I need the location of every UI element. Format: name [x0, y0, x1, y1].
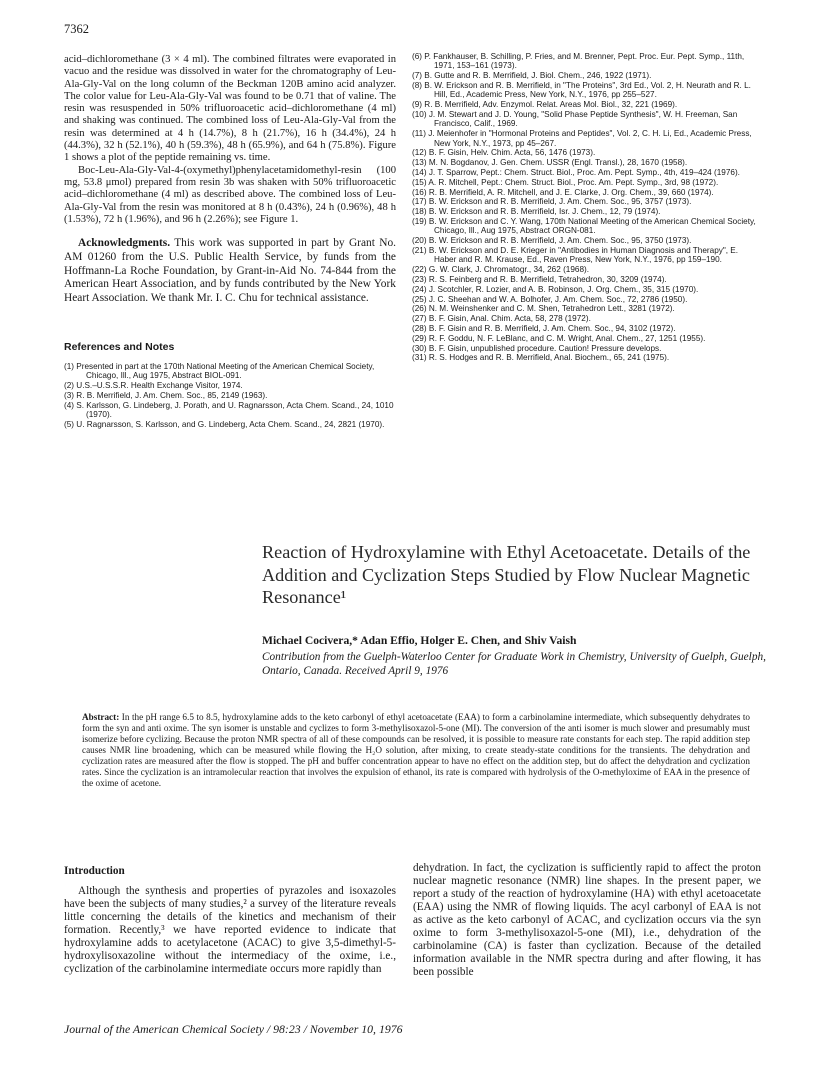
reference-item: (14) J. T. Sparrow, Pept.: Chem. Struct. Biol., Proc. Am. Pept. Symp., 4th, 419–424 (1976).	[412, 168, 740, 177]
reference-item: (11) J. Meienhofer in "Hormonal Proteins and Peptides", Vol. 2, C. H. Li, Ed., Academic Press, New York, N.Y., 1973, pp 45–267.	[412, 129, 752, 148]
acknowledgments-paragraph	[64, 237, 396, 306]
reference-item: (19) B. W. Erickson and C. Y. Wang, 170th National Meeting of the American Chemical Society, Chicago, Ill., Aug 1975, Abstract ORGN-081.	[412, 216, 756, 236]
reference-item: (7) B. Gutte and R. B. Merrifield, J. Biol. Chem., 246, 1922 (1971).	[412, 71, 652, 81]
reference-item: (20) B. W. Erickson and R. B. Merrifield, J. Am. Chem. Soc., 95, 3750 (1973).	[412, 236, 692, 246]
introduction-heading: Introduction	[64, 865, 125, 877]
left-column	[64, 54, 396, 226]
introduction-paragraph-right: dehydration. In fact, the cyclization is sufficiently rapid to affect the proton nuclear magnetic resonance (NMR) line shapes. In the present paper, we report a study of the reaction of hydroxylamine (HA) with ethyl acetoacetate (EAA) using the NMR of flowing liquids. The acyl carbonyl of EAA is not as active as the keto carbonyl of ACAC, and cyclization occurs via the syn oxime to form 3-methylisoxazol-5-one (MI), i.e., dehydration of the carbinolamine (CA) is faster than cyclization. Because of the detailed information available in the NMR spectra during and after flowing, it has been possible	[413, 862, 761, 979]
reference-item: (27) B. F. Gisin, Anal. Chim. Acta, 58, 278 (1972).	[412, 314, 591, 324]
reference-item: (10) J. M. Stewart and J. D. Young, "Solid Phase Peptide Synthesis", W. H. Freeman, San Francisco, Calif., 1969.	[412, 110, 738, 129]
reference-item: (13) M. N. Bogdanov, J. Gen. Chem. USSR (Engl. Transl.), 28, 1670 (1958).	[412, 158, 688, 168]
reference-item: (2) U.S.–U.S.S.R. Health Exchange Visitor, 1974.	[64, 381, 243, 391]
reference-item: (30) B. F. Gisin, unpublished procedure. Caution! Pressure develops.	[412, 343, 662, 353]
reference-item: (8) B. W. Erickson and R. B. Merrifield, in "The Proteins", 3rd Ed., Vol. 2, H. Neurath and R. L. Hill, Ed., Academic Press, New York, N.Y., 1976, pp 255–527.	[412, 81, 751, 100]
reference-item: (18) B. W. Erickson and R. B. Merrifield, Isr. J. Chem., 12, 79 (1974).	[412, 207, 661, 217]
page-number: 7362	[64, 22, 89, 36]
reference-item: (9) R. B. Merrifield, Adv. Enzymol. Relat. Areas Mol. Biol., 32, 221 (1969).	[412, 100, 678, 110]
reference-item: (28) B. F. Gisin and R. B. Merrifield, J. Am. Chem. Soc., 94, 3102 (1972).	[412, 323, 676, 333]
reference-item: (12) B. F. Gisin, Helv. Chim. Acta, 56, 1476 (1973).	[412, 148, 596, 158]
references-heading: References and Notes	[64, 341, 175, 353]
abstract	[82, 712, 750, 789]
reference-item: (31) R. S. Hodges and R. B. Merrifield, Anal. Biochem., 65, 241 (1975).	[412, 353, 670, 363]
acknowledgments-heading: Acknowledgments.	[78, 237, 171, 249]
reference-item: (23) R. S. Feinberg and R. B. Merrifield, Tetrahedron, 30, 3209 (1974).	[412, 274, 667, 284]
reference-item: (25) J. C. Sheehan and W. A. Bolhofer, J. Am. Chem. Soc., 72, 2786 (1950).	[412, 294, 688, 304]
journal-footer: Journal of the American Chemical Society / 98:23 / November 10, 1976	[64, 1022, 403, 1036]
reference-item: (3) R. B. Merrifield, J. Am. Chem. Soc., 85, 2149 (1963).	[64, 391, 268, 400]
reference-item: (5) U. Ragnarsson, S. Karlsson, and G. Lindeberg, Acta Chem. Scand., 24, 2821 (1970).	[64, 420, 385, 429]
body-paragraph: Boc-Leu-Ala-Gly-Val-4-(oxymethyl)phenylacetamidomethyl-resin (100 mg, 53.8 μmol) prepared from resin 3b was shaken with 50% trifluoroacetic acid–dichloromethane (4 ml) as described above. The combined loss of Leu-Ala-Gly-Val from the resin was monitored at 8 h (0.43%), 24 h (0.96%), 48 h (1.53%), 72 h (1.96%), and 96 h (2.26%); see Figure 1.	[64, 164, 396, 225]
reference-item: (6) P. Fankhauser, B. Schilling, P. Fries, and M. Brenner, Pept. Proc. Eur. Pept. Symp., 11th, 1971, 153–161 (1973).	[412, 52, 745, 71]
reference-item: (16) R. B. Merrifield, A. R. Mitchell, and J. E. Clarke, J. Org. Chem., 39, 660 (1974).	[412, 187, 714, 197]
acknowledgments-text: This work was supported in part by Grant No. AM 01260 from the U.S. Public Health Service, by funds from the Hoffmann-La Roche Foundation, by Grant-in-Aid No. 74-844 from the American Heart Association, and by funds contributed by the New York Heart Association. We thank Mr. I. C. Chu for technical assistance.	[64, 237, 396, 305]
reference-item: (26) N. M. Weinshenker and C. M. Shen, Tetrahedron Lett., 3281 (1972).	[412, 304, 675, 314]
article-affiliation: Contribution from the Guelph-Waterloo Center for Graduate Work in Chemistry, University of Guelph, Guelph, Ontario, Canada. Received April 9, 1976	[262, 651, 766, 677]
abstract-label: Abstract:	[82, 712, 120, 722]
reference-item: (21) B. W. Erickson and D. E. Krieger in "Antibodies in Human Diagnosis and Therapy", E. Haber and R. M. Krause, Ed., Raven Press, New York, N.Y., 1976, pp 159–190.	[412, 245, 739, 265]
reference-item: (17) B. W. Erickson and R. B. Merrifield, J. Am. Chem. Soc., 95, 3757 (1973).	[412, 197, 692, 207]
introduction-paragraph-left: Although the synthesis and properties of pyrazoles and isoxazoles have been the subjects of many studies,² a survey of the literature reveals little concerning the details of the kinetics and mechanism of their formation. Recently,³ we have reported evidence to indicate that hydroxylamine adds to acetylacetone (ACAC) to give 3,5-dimethyl-5-hydroxylisoxazoline without the intermediacy of the oxime, i.e., cyclization of the carbinolamine intermediate occurs more rapidly than	[64, 885, 396, 976]
reference-item: (29) R. F. Goddu, N. F. LeBlanc, and C. M. Wright, Anal. Chem., 27, 1251 (1955).	[412, 333, 706, 343]
abstract-text: In the pH range 6.5 to 8.5, hydroxylamine adds to the keto carbonyl of ethyl acetoacetate (EAA) to form a carbinolamine intermediate, which subsequently dehydrates to form the syn and anti oxime. The syn isomer is unstable and cyclizes to form 3-methylisoxazol-5-one (MI). The conversion of the anti isomer is much slower and presumably must isomerize before cyclizing. Because the proton NMR spectra of all of these compounds can be resolved, it is possible to measure rate constants for each step. The rapid addition step causes NMR line broadening, which can be measured while flowing the H₂O solution, after mixing, to create steady-state conditions for the transients. The dehydration and cyclization rates are measured after the flow is stopped. The pH and buffer concentration appear to have no effect on the addition step, but do affect the dehydration and cyclization rates. Since the cyclization is an intramolecular reaction that involves the expulsion of ethanol, its rate is compared with hydrolysis of the O-methyloxime of EAA in the presence of the oxime of acetone.	[82, 712, 750, 789]
body-paragraph: acid–dichloromethane (3 × 4 ml). The combined filtrates were evaporated in vacuo and the residue was dissolved in water for the chromatography of Leu-Ala-Gly-Val on the long column of the Beckman 120B amino acid analyzer. The color value for Leu-Ala-Gly-Val was found to be 0.71 that of valine. The resin was resuspended in 50% trifluoroacetic acid–dichloromethane (4 ml) and shaking was continued. The combined loss of Leu-Ala-Gly-Val from the resin was determined at 4 h (14.7%), 8 h (21.7%), 16 h (34.4%), 24 h (44.3%), 32 h (52.1%), 40 h (59.3%), 48 h (65.9%), and 64 h (75.8%). Figure 1 shows a plot of the peptide remaining vs. time.	[64, 54, 396, 164]
article-title: Reaction of Hydroxylamine with Ethyl Acetoacetate. Details of the Addition and Cyclization Steps Studied by Flow Nuclear Magnetic Resonance¹	[262, 542, 751, 608]
reference-item: (1) Presented in part at the 170th National Meeting of the American Chemical Society, Chicago, Ill., Aug 1975, Abstract BIOL-091.	[64, 362, 375, 381]
reference-item: (24) J. Scotchler, R. Lozier, and A. B. Robinson, J. Org. Chem., 35, 315 (1970).	[412, 284, 699, 294]
references-list-left	[64, 362, 396, 430]
reference-item: (4) S. Karlsson, G. Lindeberg, J. Porath, and U. Ragnarsson, Acta Chem. Scand., 24, 1010 (1970).	[64, 400, 394, 420]
references-list-right	[412, 52, 762, 363]
reference-item: (22) G. W. Clark, J. Chromatogr., 34, 262 (1968).	[412, 265, 590, 275]
reference-item: (15) A. R. Mitchell, Pept.: Chem. Struct. Biol., Proc. Am. Pept. Symp., 3rd, 98 (1972).	[412, 177, 719, 187]
article-authors: Michael Cocivera,* Adan Effio, Holger E. Chen, and Shiv Vaish	[262, 634, 577, 647]
